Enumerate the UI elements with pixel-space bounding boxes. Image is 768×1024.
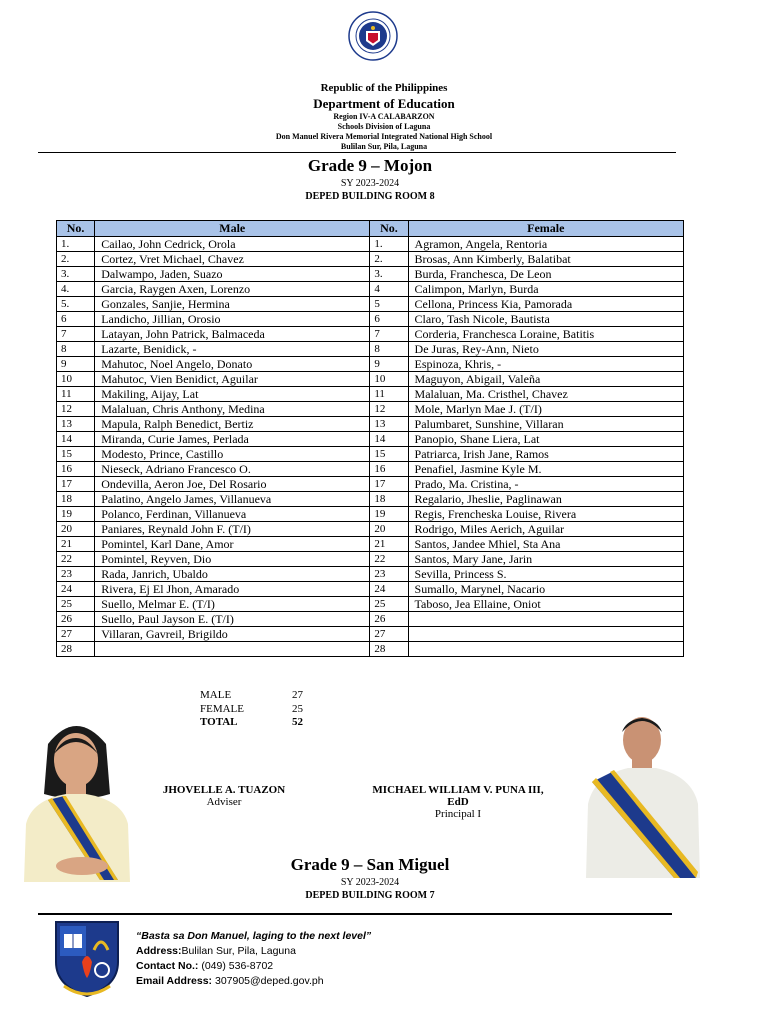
male-number: 3. bbox=[57, 267, 95, 282]
male-name: Ondevilla, Aeron Joe, Del Rosario bbox=[95, 477, 370, 492]
female-number: 13 bbox=[370, 417, 408, 432]
male-name: Lazarte, Benidick, - bbox=[95, 342, 370, 357]
male-name: Makiling, Aijay, Lat bbox=[95, 387, 370, 402]
female-name: Penafiel, Jasmine Kyle M. bbox=[408, 462, 683, 477]
male-number: 9 bbox=[57, 357, 95, 372]
female-name: Regalario, Jheslie, Paglinawan bbox=[408, 492, 683, 507]
contact-label: Contact No.: bbox=[136, 960, 199, 972]
male-number: 13 bbox=[57, 417, 95, 432]
room-san-miguel: DEPED BUILDING ROOM 7 bbox=[305, 890, 435, 901]
female-number: 5 bbox=[370, 297, 408, 312]
adviser-role: Adviser bbox=[206, 796, 242, 808]
female-name: Claro, Tash Nicole, Bautista bbox=[408, 312, 683, 327]
male-number: 23 bbox=[57, 567, 95, 582]
female-number: 20 bbox=[370, 522, 408, 537]
table-row bbox=[57, 327, 684, 342]
division-label: Schools Division of Laguna bbox=[337, 122, 431, 131]
student-totals bbox=[200, 689, 303, 730]
table-row bbox=[57, 522, 684, 537]
male-name: Latayan, John Patrick, Balmaceda bbox=[95, 327, 370, 342]
male-name: Polanco, Ferdinan, Villanueva bbox=[95, 507, 370, 522]
school-motto: “Basta sa Don Manuel, laging to the next level” bbox=[136, 930, 372, 942]
table-row bbox=[57, 312, 684, 327]
female-number: 2. bbox=[370, 252, 408, 267]
adviser-signature-block bbox=[148, 784, 300, 808]
table-row bbox=[57, 507, 684, 522]
female-name: De Juras, Rey-Ann, Nieto bbox=[408, 342, 683, 357]
female-header: Female bbox=[408, 221, 683, 237]
female-name: Patriarca, Irish Jane, Ramos bbox=[408, 447, 683, 462]
female-number: 1. bbox=[370, 237, 408, 252]
female-number: 18 bbox=[370, 492, 408, 507]
female-name: Cellona, Princess Kia, Pamorada bbox=[408, 297, 683, 312]
table-row bbox=[57, 597, 684, 612]
table-row bbox=[57, 567, 684, 582]
male-name: Mapula, Ralph Benedict, Bertiz bbox=[95, 417, 370, 432]
table-row bbox=[57, 417, 684, 432]
footer-contact bbox=[136, 929, 371, 989]
female-number: 6 bbox=[370, 312, 408, 327]
male-name: Dalwampo, Jaden, Suazo bbox=[95, 267, 370, 282]
female-name: Sumallo, Marynel, Nacario bbox=[408, 582, 683, 597]
table-row bbox=[57, 642, 684, 657]
male-name: Rada, Janrich, Ubaldo bbox=[95, 567, 370, 582]
female-name: Espinoza, Khris, - bbox=[408, 357, 683, 372]
male-name: Garcia, Raygen Axen, Lorenzo bbox=[95, 282, 370, 297]
table-row bbox=[57, 252, 684, 267]
male-number: 16 bbox=[57, 462, 95, 477]
female-number: 27 bbox=[370, 627, 408, 642]
footer-divider bbox=[38, 913, 672, 915]
school-info bbox=[0, 112, 768, 152]
male-name: Suello, Paul Jayson E. (T/I) bbox=[95, 612, 370, 627]
male-number: 11 bbox=[57, 387, 95, 402]
female-name bbox=[408, 627, 683, 642]
female-number: 26 bbox=[370, 612, 408, 627]
male-name: Gonzales, Sanjie, Hermina bbox=[95, 297, 370, 312]
female-name: Rodrigo, Miles Aerich, Aguilar bbox=[408, 522, 683, 537]
male-number: 27 bbox=[57, 627, 95, 642]
adviser-name: JHOVELLE A. TUAZON bbox=[162, 784, 286, 796]
female-name: Brosas, Ann Kimberly, Balatibat bbox=[408, 252, 683, 267]
male-number: 18 bbox=[57, 492, 95, 507]
female-number: 12 bbox=[370, 402, 408, 417]
female-no-header: No. bbox=[370, 221, 408, 237]
female-name: Malaluan, Ma. Cristhel, Chavez bbox=[408, 387, 683, 402]
female-number: 16 bbox=[370, 462, 408, 477]
male-number: 7 bbox=[57, 327, 95, 342]
male-name: Miranda, Curie James, Perlada bbox=[95, 432, 370, 447]
male-name: Cailao, John Cedrick, Orola bbox=[95, 237, 370, 252]
male-number: 6 bbox=[57, 312, 95, 327]
department-label: Department of Education bbox=[313, 96, 455, 111]
male-name: Cortez, Vret Michael, Chavez bbox=[95, 252, 370, 267]
principal-role: Principal I bbox=[434, 808, 482, 820]
female-number: 15 bbox=[370, 447, 408, 462]
region-label: Region IV-A CALABARZON bbox=[333, 112, 435, 121]
principal-signature-block bbox=[348, 784, 568, 820]
principal-name: MICHAEL WILLIAM V. PUNA III, bbox=[372, 784, 544, 796]
deped-seal-icon bbox=[348, 11, 398, 61]
female-name: Corderia, Franchesca Loraine, Batitis bbox=[408, 327, 683, 342]
email-value: 307905@deped.gov.ph bbox=[212, 975, 324, 987]
female-name: Panopio, Shane Liera, Lat bbox=[408, 432, 683, 447]
male-number: 8 bbox=[57, 342, 95, 357]
contact-value: (049) 536-8702 bbox=[198, 960, 274, 972]
class-roster-table bbox=[56, 220, 684, 657]
female-name: Santos, Jandee Mhiel, Sta Ana bbox=[408, 537, 683, 552]
grand-total-label: TOTAL bbox=[200, 716, 238, 728]
male-number: 19 bbox=[57, 507, 95, 522]
male-number: 24 bbox=[57, 582, 95, 597]
female-number: 14 bbox=[370, 432, 408, 447]
female-name: Mole, Marlyn Mae J. (T/I) bbox=[408, 402, 683, 417]
table-row bbox=[57, 297, 684, 312]
male-header: Male bbox=[95, 221, 370, 237]
school-logo-icon bbox=[52, 916, 122, 998]
female-number: 9 bbox=[370, 357, 408, 372]
table-row bbox=[57, 447, 684, 462]
male-name: Palatino, Angelo James, Villanueva bbox=[95, 492, 370, 507]
female-name: Maguyon, Abigail, Valeña bbox=[408, 372, 683, 387]
table-row bbox=[57, 582, 684, 597]
male-no-header: No. bbox=[57, 221, 95, 237]
table-row bbox=[57, 627, 684, 642]
table-row bbox=[57, 462, 684, 477]
female-number: 4 bbox=[370, 282, 408, 297]
male-number: 22 bbox=[57, 552, 95, 567]
table-row bbox=[57, 372, 684, 387]
female-name bbox=[408, 642, 683, 657]
male-number: 26 bbox=[57, 612, 95, 627]
table-row bbox=[57, 612, 684, 627]
female-name: Burda, Franchesca, De Leon bbox=[408, 267, 683, 282]
male-total-value: 27 bbox=[292, 689, 303, 701]
email-label: Email Address: bbox=[136, 975, 213, 987]
female-name: Agramon, Angela, Rentoria bbox=[408, 237, 683, 252]
male-number: 14 bbox=[57, 432, 95, 447]
table-row bbox=[57, 402, 684, 417]
section-title-mojon: Grade 9 – Mojon bbox=[307, 156, 433, 175]
table-row bbox=[57, 282, 684, 297]
male-number: 1. bbox=[57, 237, 95, 252]
school-year-san-miguel: SY 2023-2024 bbox=[340, 877, 400, 888]
table-row bbox=[57, 387, 684, 402]
female-number: 11 bbox=[370, 387, 408, 402]
address-label: Address: bbox=[136, 945, 182, 957]
female-name: Prado, Ma. Cristina, - bbox=[408, 477, 683, 492]
female-number: 17 bbox=[370, 477, 408, 492]
table-row bbox=[57, 237, 684, 252]
male-number: 17 bbox=[57, 477, 95, 492]
female-number: 22 bbox=[370, 552, 408, 567]
table-header-row bbox=[57, 221, 684, 237]
section-title-san-miguel: Grade 9 – San Miguel bbox=[290, 855, 450, 874]
grand-total-value: 52 bbox=[292, 716, 303, 728]
principal-degree: EdD bbox=[447, 796, 469, 808]
male-name: Landicho, Jillian, Orosio bbox=[95, 312, 370, 327]
male-number: 25 bbox=[57, 597, 95, 612]
female-total-value: 25 bbox=[292, 702, 303, 715]
address-value: Bulilan Sur, Pila, Laguna bbox=[181, 945, 296, 957]
male-name: Suello, Melmar E. (T/I) bbox=[95, 597, 370, 612]
male-number: 10 bbox=[57, 372, 95, 387]
male-number: 20 bbox=[57, 522, 95, 537]
female-name: Regis, Frencheska Louise, Rivera bbox=[408, 507, 683, 522]
female-number: 3. bbox=[370, 267, 408, 282]
female-number: 7 bbox=[370, 327, 408, 342]
male-total-label: MALE bbox=[200, 689, 232, 701]
female-number: 8 bbox=[370, 342, 408, 357]
female-name: Palumbaret, Sunshine, Villaran bbox=[408, 417, 683, 432]
male-name: Villaran, Gavreil, Brigildo bbox=[95, 627, 370, 642]
table-row bbox=[57, 357, 684, 372]
female-number: 19 bbox=[370, 507, 408, 522]
female-name: Sevilla, Princess S. bbox=[408, 567, 683, 582]
female-number: 25 bbox=[370, 597, 408, 612]
male-name: Pomintel, Karl Dane, Amor bbox=[95, 537, 370, 552]
school-address: Bulilan Sur, Pila, Laguna bbox=[340, 142, 428, 151]
principal-photo bbox=[584, 712, 704, 878]
male-number: 2. bbox=[57, 252, 95, 267]
table-row bbox=[57, 492, 684, 507]
table-row bbox=[57, 552, 684, 567]
male-name: Mahutoc, Vien Benidict, Aguilar bbox=[95, 372, 370, 387]
republic-label: Republic of the Philippines bbox=[320, 82, 448, 94]
school-name: Don Manuel Rivera Memorial Integrated National High School bbox=[275, 132, 493, 141]
table-row bbox=[57, 477, 684, 492]
table-row bbox=[57, 267, 684, 282]
female-name: Santos, Mary Jane, Jarin bbox=[408, 552, 683, 567]
male-number: 21 bbox=[57, 537, 95, 552]
female-name: Calimpon, Marlyn, Burda bbox=[408, 282, 683, 297]
female-number: 28 bbox=[370, 642, 408, 657]
header-divider bbox=[38, 152, 676, 153]
female-number: 10 bbox=[370, 372, 408, 387]
male-number: 5. bbox=[57, 297, 95, 312]
table-row bbox=[57, 432, 684, 447]
male-name: Rivera, Ej El Jhon, Amarado bbox=[95, 582, 370, 597]
male-number: 12 bbox=[57, 402, 95, 417]
table-row bbox=[57, 537, 684, 552]
female-name bbox=[408, 612, 683, 627]
table-row bbox=[57, 342, 684, 357]
room-mojon: DEPED BUILDING ROOM 8 bbox=[305, 191, 435, 202]
female-number: 21 bbox=[370, 537, 408, 552]
female-name: Taboso, Jea Ellaine, Oniot bbox=[408, 597, 683, 612]
male-number: 4. bbox=[57, 282, 95, 297]
male-name: Pomintel, Reyven, Dio bbox=[95, 552, 370, 567]
female-total-label: FEMALE bbox=[200, 702, 244, 715]
male-name: Nieseck, Adriano Francesco O. bbox=[95, 462, 370, 477]
male-name bbox=[95, 642, 370, 657]
female-number: 23 bbox=[370, 567, 408, 582]
male-name: Mahutoc, Noel Angelo, Donato bbox=[95, 357, 370, 372]
male-name: Modesto, Prince, Castillo bbox=[95, 447, 370, 462]
male-name: Malaluan, Chris Anthony, Medina bbox=[95, 402, 370, 417]
male-number: 15 bbox=[57, 447, 95, 462]
male-name: Paniares, Reynald John F. (T/I) bbox=[95, 522, 370, 537]
school-year-mojon: SY 2023-2024 bbox=[340, 178, 400, 189]
male-number: 28 bbox=[57, 642, 95, 657]
female-number: 24 bbox=[370, 582, 408, 597]
